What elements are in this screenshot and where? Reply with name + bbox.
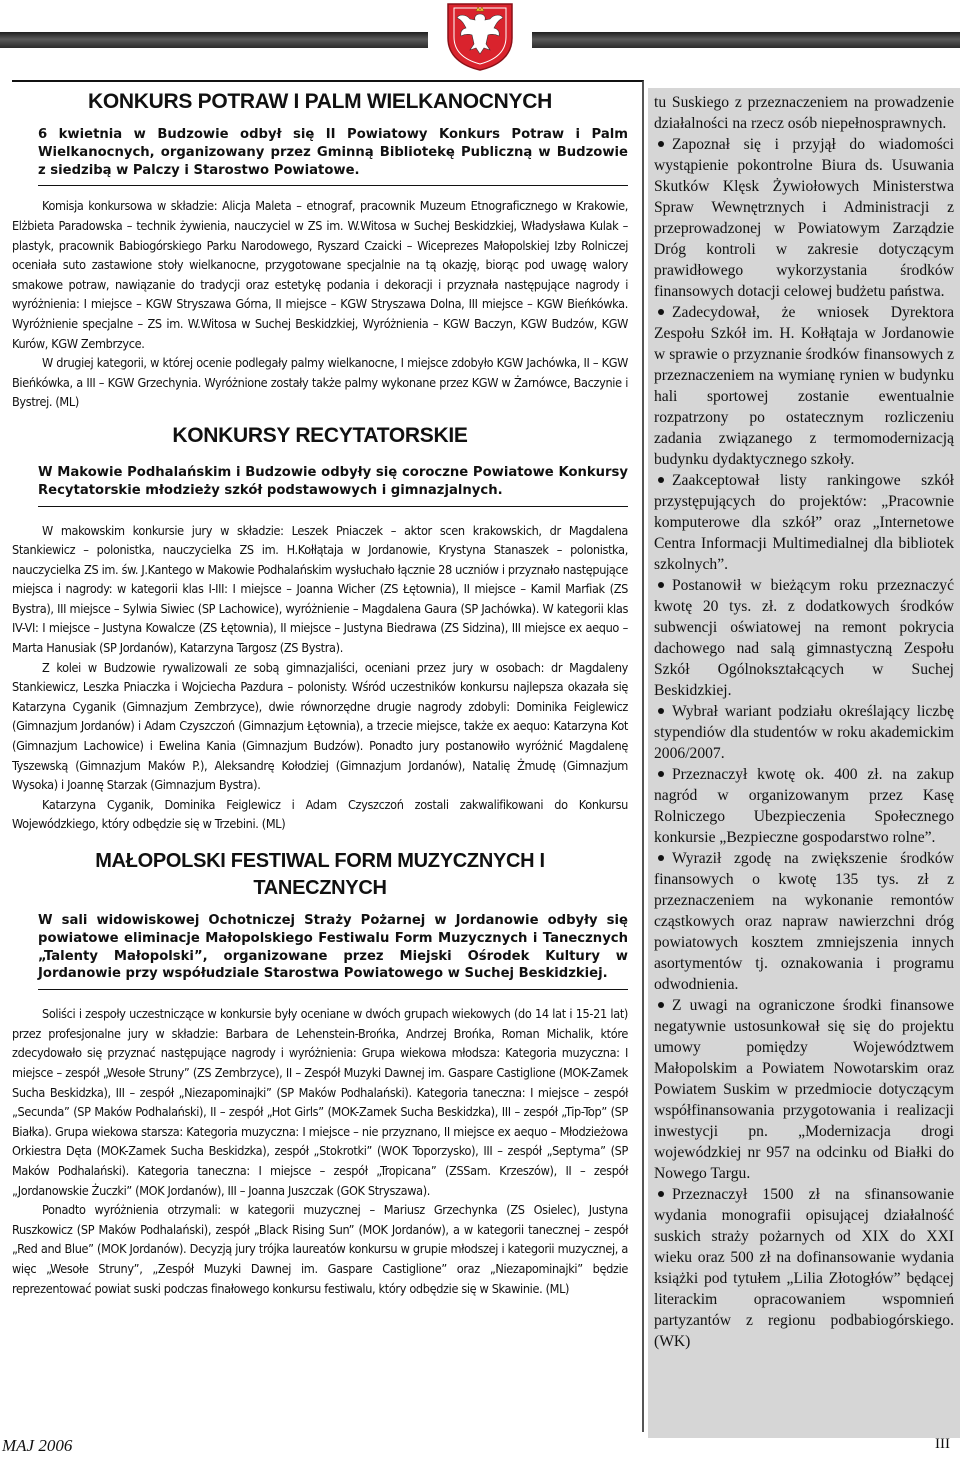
sidebar-bullet-item xyxy=(654,995,954,1184)
sidebar-bullet-item xyxy=(654,134,954,302)
sidebar-bullet-text: Zapoznał się i przyjął do wiadomości wystąpienie pokontrolne Biura ds. Usuwania Skutków Klęsk Żywiołowych Ministerstwa Spraw Wewnętrznych i Administracji z przeprowadzonej w Powiatowym Zarządzie Dróg kontroli w zakresie dotyczącym prawidłowego wykorzystania środków finansowych dotacji celowej budżetu państwa. xyxy=(654,136,954,300)
bullet-icon xyxy=(658,855,664,861)
sidebar-bullet-text: Postanowił w bieżącym roku przeznaczyć kwotę 20 tys. zł. z dodatkowych środków subwencji oświatowej na remont pokrycia dachowego nad salą gimnastyczną Zespołu Szkół Ogólnokształcących w Suchej Beskidzkiej. xyxy=(654,577,954,699)
bullet-icon xyxy=(658,582,664,588)
section3-rule xyxy=(38,989,628,990)
section3-paragraph-2: Ponadto wyróżnienia otrzymali: w kategorii muzycznej – Mariusz Grzechynka (ZS Osielec), Justyna Ruszkowicz (SP Maków Podhalański), zespół „Black Rising Sun” (MOK Jordanów), a w kategorii tanecznej – zespół „Red and Blue” (MOK Jordanów). Decyzją jury trójka laureatów konkursu w grupie młodszej i kategorii muzycznej, a więc „Wesołe Struny”, „Zespół Muzyki Dawnej im. Gaspare Castiglione” oraz „Niezapominajki” będzie reprezentować powiat suski podczas finałowego konkursu festiwalu, który odbędzie się w Skawinie. (ML) xyxy=(12,1202,628,1296)
sidebar-bullet-text: Wybrał wariant podziału określający liczbę stypendiów dla studentów w roku akademickim 2006/2007. xyxy=(654,703,954,762)
sidebar-bullet-item xyxy=(654,470,954,575)
bullet-icon xyxy=(658,1191,664,1197)
section2-paragraph-3: Katarzyna Cyganik, Dominika Feiglewicz i Adam Czyszczoń zostali zakwalifikowani do Konkursu Wojewódzkiego, który odbędzie się w Trzebini. (ML) xyxy=(12,796,628,832)
sidebar-bullet-text: Zadecydował, że wniosek Dyrektora Zespołu Szkół im. H. Kołłątaja w Jordanowie w sprawie o przyznanie środków finansowych z przeznaczeniem na wymianę rynien w budynku hali sportowej zostanie ewentualnie rozpatrzony po ostatecznym rozliczeniu zadania związanego z termomodernizacją budynku dydaktycznego szkoły. xyxy=(654,304,954,468)
page-number: III xyxy=(935,1436,950,1452)
header-bar-left xyxy=(0,32,428,48)
section1-lead: 6 kwietnia w Budzowie odbył się II Powiatowy Konkurs Potraw i Palm Wielkanocnych, organizowany przez Gminną Bibliotekę Publiczną w Budzowie z siedzibą w Palczy i Starostwo Powiatowe. xyxy=(38,127,628,178)
sidebar-bullet-text: Przeznaczył 1500 zł na sfinansowanie wydania monografii opisującej działalność suskich straży pożarnych od XIX do XXI wieku oraz 500 zł na dofinansowanie wydania książki pod tytułem „Lilia Złotogłów” będącej literackim opracowaniem wspomnień partyzantów z regionu podbabiogórskiego. (WK) xyxy=(654,1186,954,1350)
section2-paragraph-2: Z kolei w Budzowie rywalizowali ze sobą gimnazjaliści, oceniani przez jury w osobach: dr Magdaleny Stankiewicz, Leszka Pniaczka i Wojciecha Pazdura – polonisty. Wśród uczestników konkursu najlepsza okazała się Katarzyna Cyganik (Gimnazjum Zembrzyce), dwie równorzędne drugie nagrody zdobyli: Dominika Feiglewicz (Gimnazjum Jordanów) i Adam Czyszczoń (Gimnazjum Łętownia), a trzecie miejsce, także ex aequo: Katarzyna Kot (Gimnazjum Lachowice) i Ewelina Kania (Gimnazjum Budzów). Ponadto jury postanowiło wyróżnić Magdalenę Tyszewską (Gimnazjum Maków P.), Aleksandrę Kołodziej (Gimnazjum Jordanów), Natalię Żmudę (Gimnazjum Wysoka) i Joannę Starzak (Gimnazjum Bystra). xyxy=(12,659,628,793)
section2-lead: W Makowie Podhalańskim i Budzowie odbyły się coroczne Powiatowe Konkursy Recytatorskie młodzieży szkół podstawowych i gimnazjalnych. xyxy=(38,464,628,498)
section1-paragraph-1: Komisja konkursowa w składzie: Alicja Maleta – etnograf, pracownik Muzeum Etnograficznego w Krakowie, Elżbieta Paradowska – technik żywienia, nauczyciel w ZS im. W.Witosa w Suchej Beskidzkiej, Władysława Kulak – plastyk, pracownik Babiogórskiego Parku Narodowego, Ryszard Czaicki – Wiceprezes Małopolskiej Izby Rolniczej oceniała suto zastawione stoły wielkanocne, przygotowane specjalnie na tą okazję, biorąc pod uwagę walory smakowe potraw, nawiązanie do tradycji oraz estetykę podania i dekoracji i przyznała następujące nagrody i wyróżnienia: I miejsce – KGW Stryszawa Górna, II miejsce – KGW Stryszawa Dolna, III miejsce – KGW Bieńkówka. Wyróżnienie specjalne – ZS im. W.Witosa w Suchej Beskidzkiej, Wyróżnienia – KGW Baczyn, KGW Budzów, KGW Kurów, KGW Zembrzyce. xyxy=(12,198,628,351)
sidebar-bullet-item xyxy=(654,848,954,995)
header-bar-right xyxy=(532,32,960,48)
bullet-icon xyxy=(658,141,664,147)
sidebar-bullet-item xyxy=(654,575,954,701)
section2-paragraph-1: W makowskim konkursie jury w składzie: Leszek Pniaczek – aktor scen krakowskich, dr Magdalena Stankiewicz – polonistka, nauczycielka ZS im. H.Kołłątaja w Jordanowie, Krystyna Stanaszek – polonistka, nauczycielka ZS im. św. J.Kantego w Makowie Podhalańskim wysłuchało łącznie 28 uczniów i przyznało następujące miejsca i nagrody: w kategorii klas I-III: I miejsce – Joanna Wicher (ZS Łętownia), II miejsce – Kamil Marfiak (ZS Bystra), III miejsce – Sylwia Siwiec (SP Lachowice), wyróżnienie – Magdalena Gaura (SP Jachówka). W kategorii klas IV-VI: I miejsce – Justyna Kowalcze (ZS Łętownia), II miejsce – Justyna Biedrawa (ZS Sidzina), III miejsce ex aequo – Marta Hanusiak (SP Jordanów), Katarzyna Targosz (ZS Bystra). xyxy=(12,522,628,656)
section3-lead: W sali widowiskowej Ochotniczej Straży Pożarnej w Jordanowie odbyły się powiatowe eliminacje Małopolskiego Festiwalu Form Muzycznych i Tanecznych „Talenty Małopolski”, organizowane przez Miejski Ośrodek Kultury w Jordanowie przy współudziale Starostwa Powiatowego w Suchej Beskidzkiej. xyxy=(38,913,628,982)
sidebar-bullet-text: Zaakceptował listy rankingowe szkół przystępujących do projektów: „Pracownie komputerowe dla szkół” oraz „Internetowe Centra Informacji Multimedialnej dla bibliotek szkolnych”. xyxy=(654,472,954,573)
section1-paragraph-2: W drugiej kategorii, w której ocenie podlegały palmy wielkanocne, I miejsce zdobyło KGW Jachówka, II – KGW Bieńkówka, a III – KGW Grzechynia. Wyróżnione zostały także palmy wykonane przez KGW w Żarnówce, Baczynie i Bystrej. (ML) xyxy=(12,355,628,410)
bullet-icon xyxy=(658,1002,664,1008)
sidebar-bullet-item xyxy=(654,1184,954,1352)
sidebar-bullet-text: Wyraził zgodę na zwiększenie środków finansowych o kwotę 135 tys. zł z przeznaczeniem na wykonanie remontów cząstkowych oraz napraw nawierzchni dróg powiatowych kosztem zmniejszenia innych asortymentów tj. oznakowania i programu odwodnienia. xyxy=(654,850,954,993)
section2-title: KONKURSY RECYTATORSKIE xyxy=(172,423,468,447)
bullet-icon xyxy=(658,771,664,777)
eagle-coat-of-arms-icon xyxy=(440,0,520,72)
sidebar-bullet-text: Z uwagi na ograniczone środki finansowe negatywnie ustosunkował się się do projektu umowy pomiędzy Województwem Małopolskim a Powiatem Nowotarskim oraz Powiatem Suskim w przedmiocie dotyczącym współfinansowania przygotowania i realizacji inwestycji pn. „Modernizacja drogi wojewódzkiej nr 957 na odcinku od Białki do Nowego Targu. xyxy=(654,997,954,1182)
issue-date: MAJ 2006 xyxy=(2,1436,73,1455)
section3-title-line-1: MAŁOPOLSKI FESTIWAL FORM MUZYCZNYCH I xyxy=(95,850,545,873)
sidebar-bullet-item xyxy=(654,302,954,470)
section3-paragraph-1: Soliści i zespoły uczestniczące w konkursie były oceniane w dwóch grupach wiekowych (do 14 lat i 15-21 lat) przez profesjonalne jury w składzie: Barbara de Lehenstein-Brońka, Andrzej Brońka, Roman Michalik, które zdecydowało się przyznać następujące nagrody i wyróżnienia: Grupa wiekowa młodsza: Kategoria muzyczna: I miejsce – zespół „Wesołe Struny” (ZS Zembrzyce), II – Zespół Muzyki Dawnej im. Gaspare Castiglione (MOK-Zamek Sucha Beskidzka), III – zespół „Niezapominajki” (SP Maków Podhalański). Kategoria taneczna: I miejsce – zespół „Secunda” (SP Maków Podhalański), II – zespół „Hot Girls” (MOK-Zamek Sucha Beskidzka), III – zespół „Tip-Top” (SP Białka). Grupa wiekowa starsza: Kategoria muzyczna: I miejsce – nie przyznano, II miejsce ex aequo – Młodzieżowa Orkiestra Dęta (MOK-Zamek Sucha Beskidzka), zespół „Stokrotki” (WOK Toporzysko), III – zespół „Septyma” (SP Maków Podhalański). Kategoria taneczna: I miejsce – zespół „Tropicana” (ZSSam. Krzeszów), II – zespół „Jordanowskie Żuczki” (MOK Jordanów), III – Joanna Juszczak (GOK Stryszawa). xyxy=(12,1006,628,1198)
section3-title-line-2: TANECZNYCH xyxy=(253,877,387,900)
left-column xyxy=(12,80,644,1432)
bullet-icon xyxy=(658,477,664,483)
sidebar-bullet-text: Przeznaczył kwotę ok. 400 zł. na zakup nagród w organizowanym przez Kasę Rolniczego Ubezpieczenia Społecznego konkursie „Bezpieczne gospodarstwo rolne”. xyxy=(654,766,954,846)
bullet-icon xyxy=(658,708,664,714)
sidebar-bullet-item xyxy=(654,701,954,764)
section1-title: KONKURS POTRAW I PALM WIELKANOCNYCH xyxy=(88,90,552,113)
section1-rule xyxy=(38,185,628,186)
right-column-sidebar xyxy=(648,88,960,1438)
bullet-icon xyxy=(658,309,664,315)
sidebar-intro-text: tu Suskiego z przeznaczeniem na prowadzenie działalności na rzecz osób niepełnosprawnych. xyxy=(654,94,954,132)
sidebar-bullet-item xyxy=(654,764,954,848)
section2-rule xyxy=(38,506,628,507)
